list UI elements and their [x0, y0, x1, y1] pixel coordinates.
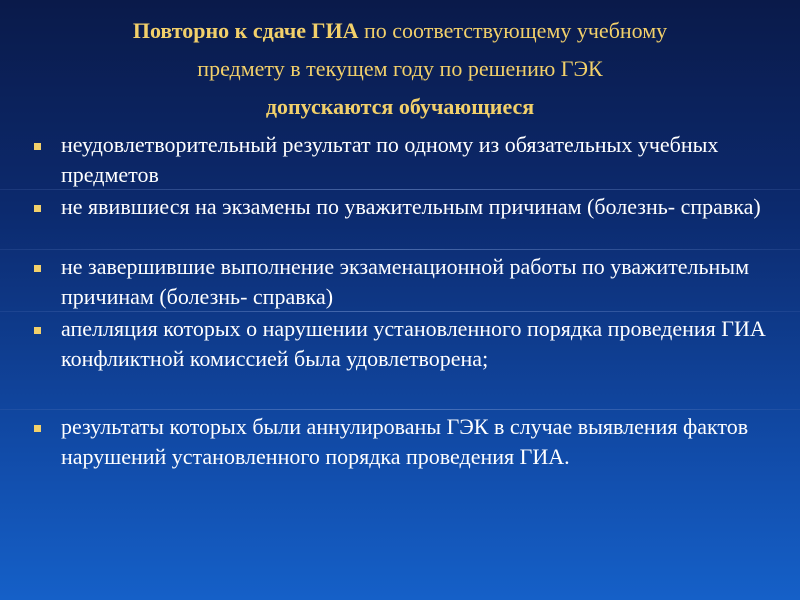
bullet-text: результаты которых были аннулированы ГЭК в случае выявления фактов нарушений установленного порядка проведения ГИА.	[61, 414, 749, 469]
square-bullet-icon	[34, 205, 41, 212]
square-bullet-icon	[34, 265, 41, 272]
title-bold-part: Повторно к сдаче ГИА	[132, 18, 359, 43]
list-item	[0, 312, 800, 410]
list-item	[0, 190, 800, 250]
bullet-text: не явившиеся на экзамены по уважительным причинам (болезнь- справка)	[61, 194, 761, 219]
square-bullet-icon	[34, 425, 41, 432]
bullet-text: апелляция которых о нарушении установленного порядка проведения ГИА конфликтной комиссией была удовлетворена;	[61, 316, 766, 371]
slide-title	[40, 12, 760, 126]
list-item	[0, 128, 800, 190]
title-line-1	[40, 12, 760, 50]
title-line-3	[40, 88, 760, 126]
title-line-3-text: допускаются обучающиеся	[265, 94, 535, 119]
title-line-2: предмету в текущем году по решению ГЭК	[197, 56, 603, 81]
list-item	[0, 410, 800, 508]
square-bullet-icon	[34, 143, 41, 150]
list-item	[0, 250, 800, 312]
square-bullet-icon	[34, 327, 41, 334]
bullet-text: не завершившие выполнение экзаменационной работы по уважительным причинам (болезнь- справка)	[61, 254, 750, 309]
bullet-text: неудовлетворительный результат по одному из обязательных учебных предметов	[61, 132, 719, 187]
title-rest-part: по соответствующему учебному	[358, 18, 668, 43]
bullet-list	[0, 128, 800, 508]
